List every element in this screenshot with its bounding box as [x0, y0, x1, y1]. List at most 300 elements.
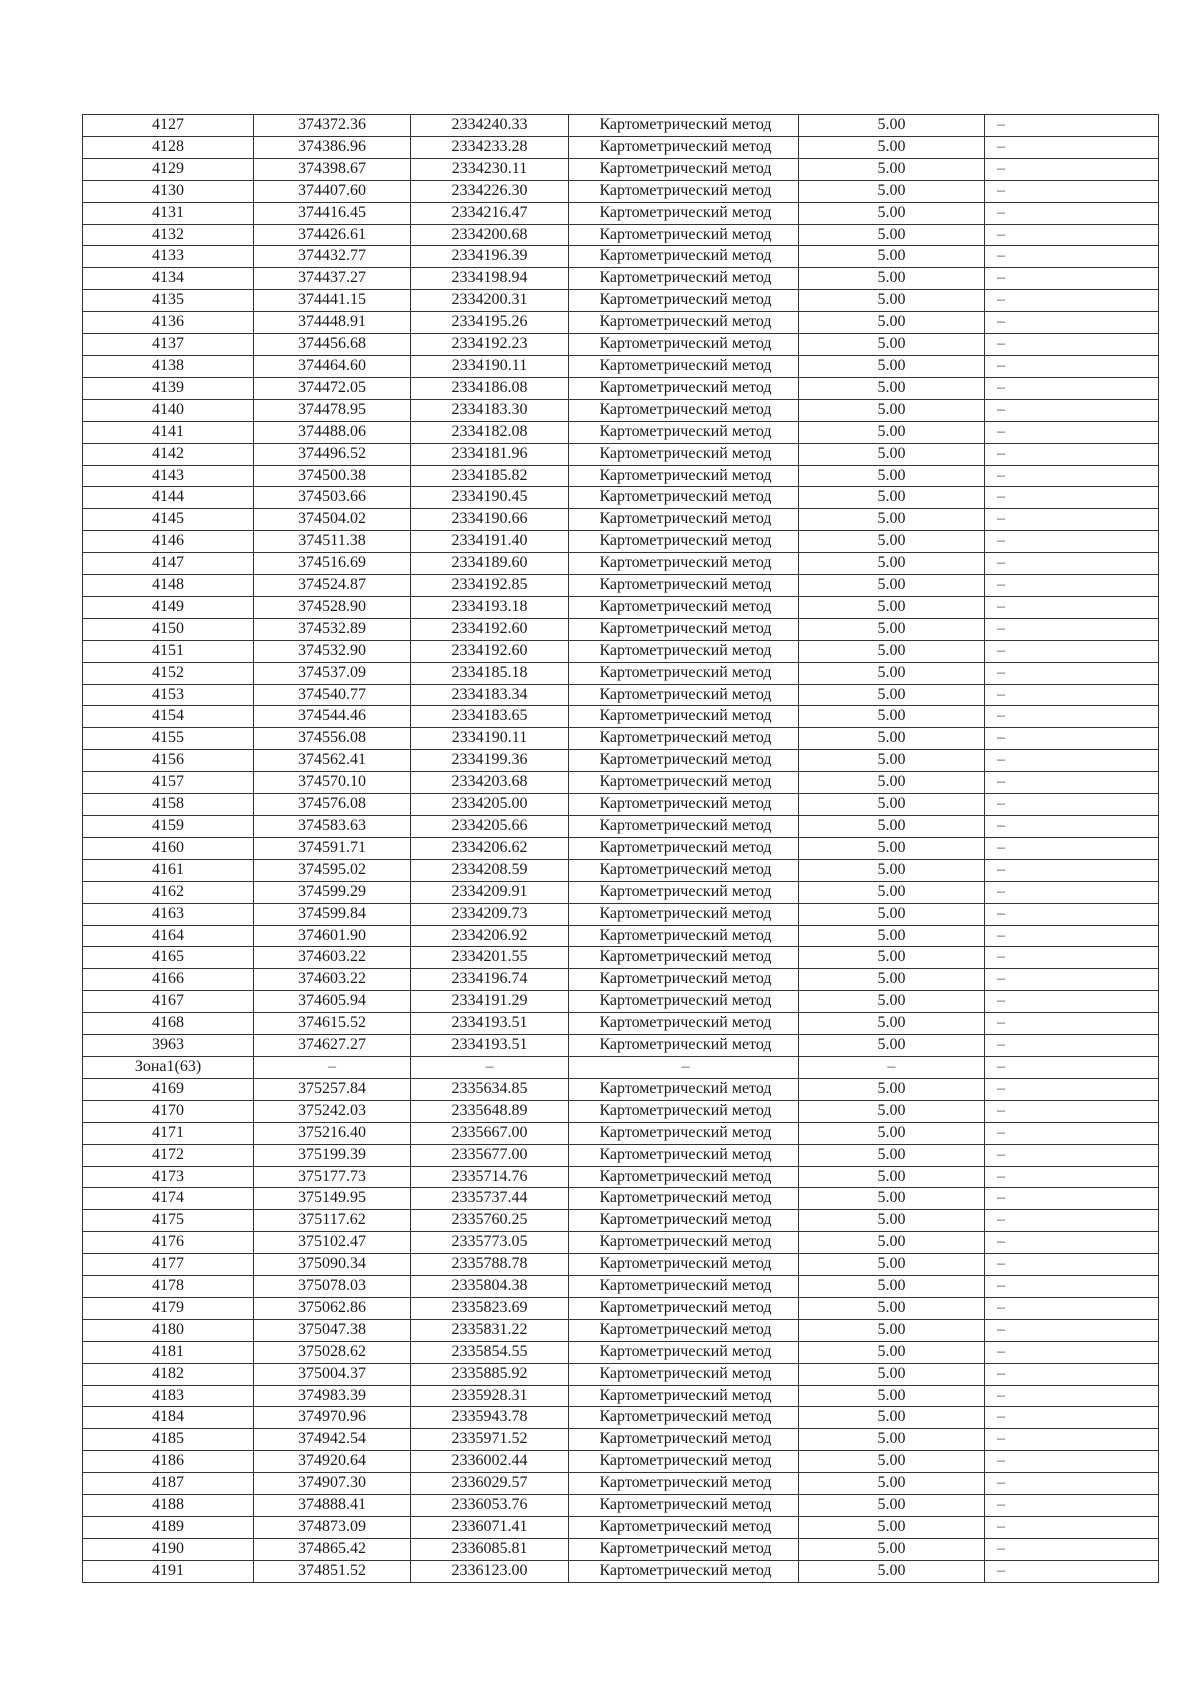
point-number-cell: 4178: [83, 1276, 254, 1298]
description-cell: –: [985, 772, 1159, 794]
point-number-cell: 4173: [83, 1166, 254, 1188]
x-coordinate-cell: 374570.10: [254, 772, 411, 794]
point-number-cell: 4158: [83, 794, 254, 816]
table-row: [83, 750, 1159, 772]
y-coordinate-cell: 2334185.18: [411, 662, 569, 684]
point-number-cell: 4140: [83, 399, 254, 421]
y-coordinate-cell: 2334183.30: [411, 399, 569, 421]
table-row: [83, 399, 1159, 421]
table-row: [83, 837, 1159, 859]
y-coordinate-cell: 2334200.31: [411, 290, 569, 312]
method-cell: Картометрический метод: [569, 1495, 799, 1517]
description-cell: –: [985, 268, 1159, 290]
y-coordinate-cell: 2335788.78: [411, 1254, 569, 1276]
y-coordinate-cell: 2335854.55: [411, 1341, 569, 1363]
description-cell: –: [985, 312, 1159, 334]
table-row: [83, 465, 1159, 487]
table-body: [83, 115, 1159, 1583]
point-number-cell: 4179: [83, 1297, 254, 1319]
x-coordinate-cell: 374398.67: [254, 158, 411, 180]
description-cell: –: [985, 334, 1159, 356]
x-coordinate-cell: 374615.52: [254, 1013, 411, 1035]
x-coordinate-cell: 374537.09: [254, 662, 411, 684]
y-coordinate-cell: 2336123.00: [411, 1560, 569, 1582]
x-coordinate-cell: 374437.27: [254, 268, 411, 290]
y-coordinate-cell: 2334195.26: [411, 312, 569, 334]
y-coordinate-cell: 2335677.00: [411, 1144, 569, 1166]
x-coordinate-cell: 374504.02: [254, 509, 411, 531]
x-coordinate-cell: 375102.47: [254, 1232, 411, 1254]
description-cell: –: [985, 1188, 1159, 1210]
y-coordinate-cell: 2334205.00: [411, 794, 569, 816]
y-coordinate-cell: 2334193.51: [411, 1035, 569, 1057]
accuracy-cell: 5.00: [799, 1407, 985, 1429]
accuracy-cell: 5.00: [799, 1517, 985, 1539]
y-coordinate-cell: 2336029.57: [411, 1473, 569, 1495]
y-coordinate-cell: 2334193.18: [411, 596, 569, 618]
description-cell: –: [985, 1035, 1159, 1057]
y-coordinate-cell: 2334198.94: [411, 268, 569, 290]
accuracy-cell: 5.00: [799, 1122, 985, 1144]
description-cell: –: [985, 1363, 1159, 1385]
point-number-cell: 4152: [83, 662, 254, 684]
y-coordinate-cell: 2335885.92: [411, 1363, 569, 1385]
y-coordinate-cell: 2334206.92: [411, 925, 569, 947]
accuracy-cell: 5.00: [799, 1144, 985, 1166]
table-row: [83, 706, 1159, 728]
table-row: [83, 1276, 1159, 1298]
description-cell: –: [985, 1254, 1159, 1276]
y-coordinate-cell: 2334240.33: [411, 115, 569, 137]
table-row: [83, 1385, 1159, 1407]
description-cell: –: [985, 224, 1159, 246]
description-cell: –: [985, 596, 1159, 618]
table-row: [83, 728, 1159, 750]
table-row: [83, 859, 1159, 881]
x-coordinate-cell: 374873.09: [254, 1517, 411, 1539]
method-cell: Картометрический метод: [569, 881, 799, 903]
accuracy-cell: 5.00: [799, 1495, 985, 1517]
method-cell: Картометрический метод: [569, 684, 799, 706]
description-cell: –: [985, 816, 1159, 838]
accuracy-cell: 5.00: [799, 115, 985, 137]
accuracy-cell: 5.00: [799, 903, 985, 925]
description-cell: –: [985, 684, 1159, 706]
table-row: [83, 1166, 1159, 1188]
table-row: [83, 1144, 1159, 1166]
method-cell: Картометрический метод: [569, 837, 799, 859]
point-number-cell: 4165: [83, 947, 254, 969]
method-cell: Картометрический метод: [569, 399, 799, 421]
accuracy-cell: 5.00: [799, 1560, 985, 1582]
point-number-cell: 4169: [83, 1078, 254, 1100]
accuracy-cell: 5.00: [799, 1254, 985, 1276]
accuracy-cell: 5.00: [799, 531, 985, 553]
x-coordinate-cell: 374576.08: [254, 794, 411, 816]
accuracy-cell: 5.00: [799, 991, 985, 1013]
x-coordinate-cell: 374516.69: [254, 553, 411, 575]
point-number-cell: 4151: [83, 640, 254, 662]
table-row: [83, 355, 1159, 377]
point-number-cell: 4181: [83, 1341, 254, 1363]
method-cell: Картометрический метод: [569, 115, 799, 137]
y-coordinate-cell: 2334209.73: [411, 903, 569, 925]
method-cell: Картометрический метод: [569, 728, 799, 750]
description-cell: –: [985, 1297, 1159, 1319]
x-coordinate-cell: 375149.95: [254, 1188, 411, 1210]
x-coordinate-cell: 374865.42: [254, 1538, 411, 1560]
y-coordinate-cell: 2334196.74: [411, 969, 569, 991]
method-cell: Картометрический метод: [569, 1035, 799, 1057]
accuracy-cell: 5.00: [799, 1035, 985, 1057]
point-number-cell: 4128: [83, 136, 254, 158]
y-coordinate-cell: 2334226.30: [411, 180, 569, 202]
accuracy-cell: 5.00: [799, 881, 985, 903]
accuracy-cell: 5.00: [799, 421, 985, 443]
table-row: [83, 1429, 1159, 1451]
x-coordinate-cell: 374907.30: [254, 1473, 411, 1495]
y-coordinate-cell: 2334192.85: [411, 575, 569, 597]
description-cell: –: [985, 794, 1159, 816]
description-cell: –: [985, 1232, 1159, 1254]
description-cell: –: [985, 1166, 1159, 1188]
point-number-cell: 4188: [83, 1495, 254, 1517]
y-coordinate-cell: 2334216.47: [411, 202, 569, 224]
description-cell: –: [985, 115, 1159, 137]
table-row: [83, 618, 1159, 640]
description-cell: –: [985, 575, 1159, 597]
y-coordinate-cell: 2334206.62: [411, 837, 569, 859]
x-coordinate-cell: 374386.96: [254, 136, 411, 158]
accuracy-cell: 5.00: [799, 224, 985, 246]
point-number-cell: 4127: [83, 115, 254, 137]
table-row: [83, 312, 1159, 334]
method-cell: Картометрический метод: [569, 246, 799, 268]
method-cell: Картометрический метод: [569, 1429, 799, 1451]
point-number-cell: 4170: [83, 1100, 254, 1122]
table-row: [83, 1122, 1159, 1144]
description-cell: –: [985, 1122, 1159, 1144]
x-coordinate-cell: 374601.90: [254, 925, 411, 947]
method-cell: Картометрический метод: [569, 1517, 799, 1539]
accuracy-cell: 5.00: [799, 1341, 985, 1363]
method-cell: Картометрический метод: [569, 334, 799, 356]
description-cell: –: [985, 881, 1159, 903]
accuracy-cell: 5.00: [799, 1363, 985, 1385]
y-coordinate-cell: 2334190.11: [411, 355, 569, 377]
point-number-cell: 4166: [83, 969, 254, 991]
table-row: [83, 1560, 1159, 1582]
accuracy-cell: 5.00: [799, 355, 985, 377]
x-coordinate-cell: 374595.02: [254, 859, 411, 881]
method-cell: Картометрический метод: [569, 1166, 799, 1188]
x-coordinate-cell: 375090.34: [254, 1254, 411, 1276]
accuracy-cell: 5.00: [799, 772, 985, 794]
description-cell: –: [985, 421, 1159, 443]
x-coordinate-cell: 374432.77: [254, 246, 411, 268]
method-cell: Картометрический метод: [569, 1100, 799, 1122]
accuracy-cell: 5.00: [799, 706, 985, 728]
y-coordinate-cell: 2334191.29: [411, 991, 569, 1013]
method-cell: Картометрический метод: [569, 465, 799, 487]
description-cell: –: [985, 728, 1159, 750]
x-coordinate-cell: 375177.73: [254, 1166, 411, 1188]
point-number-cell: 4134: [83, 268, 254, 290]
description-cell: –: [985, 399, 1159, 421]
point-number-cell: 4191: [83, 1560, 254, 1582]
method-cell: Картометрический метод: [569, 1013, 799, 1035]
accuracy-cell: 5.00: [799, 1319, 985, 1341]
accuracy-cell: 5.00: [799, 684, 985, 706]
description-cell: –: [985, 1473, 1159, 1495]
method-cell: Картометрический метод: [569, 202, 799, 224]
y-coordinate-cell: 2334183.65: [411, 706, 569, 728]
y-coordinate-cell: 2335667.00: [411, 1122, 569, 1144]
x-coordinate-cell: 374372.36: [254, 115, 411, 137]
method-cell: Картометрический метод: [569, 487, 799, 509]
description-cell: –: [985, 640, 1159, 662]
point-number-cell: 4164: [83, 925, 254, 947]
description-cell: –: [985, 246, 1159, 268]
description-cell: –: [985, 1538, 1159, 1560]
accuracy-cell: 5.00: [799, 947, 985, 969]
x-coordinate-cell: 374496.52: [254, 443, 411, 465]
accuracy-cell: 5.00: [799, 640, 985, 662]
accuracy-cell: 5.00: [799, 1188, 985, 1210]
point-number-cell: 4147: [83, 553, 254, 575]
x-coordinate-cell: 375004.37: [254, 1363, 411, 1385]
accuracy-cell: 5.00: [799, 246, 985, 268]
table-row: [83, 509, 1159, 531]
x-coordinate-cell: 375199.39: [254, 1144, 411, 1166]
point-number-cell: 4142: [83, 443, 254, 465]
table-row: [83, 1232, 1159, 1254]
table-row: [83, 377, 1159, 399]
accuracy-cell: 5.00: [799, 443, 985, 465]
description-cell: –: [985, 443, 1159, 465]
description-cell: –: [985, 1078, 1159, 1100]
method-cell: Картометрический метод: [569, 1254, 799, 1276]
accuracy-cell: 5.00: [799, 1013, 985, 1035]
point-number-cell: 4131: [83, 202, 254, 224]
table-row: [83, 290, 1159, 312]
point-number-cell: 4186: [83, 1451, 254, 1473]
point-number-cell: 4167: [83, 991, 254, 1013]
description-cell: –: [985, 925, 1159, 947]
point-number-cell: 4157: [83, 772, 254, 794]
method-cell: Картометрический метод: [569, 1188, 799, 1210]
accuracy-cell: 5.00: [799, 1429, 985, 1451]
accuracy-cell: 5.00: [799, 1078, 985, 1100]
point-number-cell: 4145: [83, 509, 254, 531]
accuracy-cell: 5.00: [799, 399, 985, 421]
y-coordinate-cell: 2335823.69: [411, 1297, 569, 1319]
x-coordinate-cell: 374488.06: [254, 421, 411, 443]
description-cell: –: [985, 1495, 1159, 1517]
x-coordinate-cell: –: [254, 1056, 411, 1078]
accuracy-cell: 5.00: [799, 180, 985, 202]
y-coordinate-cell: 2334186.08: [411, 377, 569, 399]
method-cell: Картометрический метод: [569, 377, 799, 399]
x-coordinate-cell: 374970.96: [254, 1407, 411, 1429]
table-row: [83, 1013, 1159, 1035]
accuracy-cell: 5.00: [799, 1538, 985, 1560]
accuracy-cell: 5.00: [799, 816, 985, 838]
table-row: [83, 1035, 1159, 1057]
x-coordinate-cell: 374851.52: [254, 1560, 411, 1582]
x-coordinate-cell: 374544.46: [254, 706, 411, 728]
method-cell: Картометрический метод: [569, 662, 799, 684]
x-coordinate-cell: 374605.94: [254, 991, 411, 1013]
method-cell: Картометрический метод: [569, 991, 799, 1013]
table-row: [83, 794, 1159, 816]
x-coordinate-cell: 374599.29: [254, 881, 411, 903]
y-coordinate-cell: 2335648.89: [411, 1100, 569, 1122]
accuracy-cell: 5.00: [799, 1166, 985, 1188]
y-coordinate-cell: 2336071.41: [411, 1517, 569, 1539]
description-cell: –: [985, 202, 1159, 224]
point-number-cell: 4159: [83, 816, 254, 838]
accuracy-cell: 5.00: [799, 136, 985, 158]
method-cell: Картометрический метод: [569, 509, 799, 531]
point-number-cell: 4189: [83, 1517, 254, 1539]
method-cell: Картометрический метод: [569, 1122, 799, 1144]
y-coordinate-cell: 2334182.08: [411, 421, 569, 443]
description-cell: –: [985, 180, 1159, 202]
accuracy-cell: 5.00: [799, 553, 985, 575]
table-row: [83, 1188, 1159, 1210]
description-cell: –: [985, 136, 1159, 158]
y-coordinate-cell: 2335943.78: [411, 1407, 569, 1429]
y-coordinate-cell: 2334208.59: [411, 859, 569, 881]
point-number-cell: 4183: [83, 1385, 254, 1407]
method-cell: Картометрический метод: [569, 618, 799, 640]
table-row: [83, 202, 1159, 224]
point-number-cell: 4160: [83, 837, 254, 859]
table-row: [83, 487, 1159, 509]
y-coordinate-cell: 2335760.25: [411, 1210, 569, 1232]
accuracy-cell: 5.00: [799, 1232, 985, 1254]
table-row: [83, 903, 1159, 925]
method-cell: Картометрический метод: [569, 224, 799, 246]
method-cell: Картометрический метод: [569, 575, 799, 597]
point-number-cell: 4148: [83, 575, 254, 597]
point-number-cell: 4143: [83, 465, 254, 487]
y-coordinate-cell: 2334200.68: [411, 224, 569, 246]
method-cell: Картометрический метод: [569, 1210, 799, 1232]
table-row: [83, 575, 1159, 597]
point-number-cell: 4146: [83, 531, 254, 553]
table-row: [83, 334, 1159, 356]
table-row: [83, 991, 1159, 1013]
method-cell: Картометрический метод: [569, 1538, 799, 1560]
point-number-cell: 4129: [83, 158, 254, 180]
description-cell: –: [985, 991, 1159, 1013]
x-coordinate-cell: 374532.89: [254, 618, 411, 640]
x-coordinate-cell: 374556.08: [254, 728, 411, 750]
accuracy-cell: 5.00: [799, 465, 985, 487]
point-number-cell: 4190: [83, 1538, 254, 1560]
method-cell: Картометрический метод: [569, 816, 799, 838]
y-coordinate-cell: 2336053.76: [411, 1495, 569, 1517]
description-cell: –: [985, 859, 1159, 881]
y-coordinate-cell: 2335804.38: [411, 1276, 569, 1298]
description-cell: –: [985, 1341, 1159, 1363]
accuracy-cell: 5.00: [799, 1100, 985, 1122]
x-coordinate-cell: 375257.84: [254, 1078, 411, 1100]
method-cell: Картометрический метод: [569, 290, 799, 312]
method-cell: Картометрический метод: [569, 794, 799, 816]
y-coordinate-cell: 2334199.36: [411, 750, 569, 772]
point-number-cell: 4135: [83, 290, 254, 312]
method-cell: Картометрический метод: [569, 1385, 799, 1407]
description-cell: –: [985, 1560, 1159, 1582]
y-coordinate-cell: 2334192.60: [411, 640, 569, 662]
y-coordinate-cell: 2336085.81: [411, 1538, 569, 1560]
accuracy-cell: 5.00: [799, 750, 985, 772]
point-number-cell: 4182: [83, 1363, 254, 1385]
x-coordinate-cell: 374456.68: [254, 334, 411, 356]
x-coordinate-cell: 374540.77: [254, 684, 411, 706]
description-cell: –: [985, 553, 1159, 575]
method-cell: Картометрический метод: [569, 903, 799, 925]
table-row: [83, 1319, 1159, 1341]
x-coordinate-cell: 375028.62: [254, 1341, 411, 1363]
point-number-cell: 4150: [83, 618, 254, 640]
x-coordinate-cell: 374416.45: [254, 202, 411, 224]
y-coordinate-cell: 2334201.55: [411, 947, 569, 969]
y-coordinate-cell: 2335714.76: [411, 1166, 569, 1188]
table-row: [83, 1297, 1159, 1319]
method-cell: Картометрический метод: [569, 158, 799, 180]
table-row: [83, 947, 1159, 969]
y-coordinate-cell: 2334230.11: [411, 158, 569, 180]
x-coordinate-cell: 374407.60: [254, 180, 411, 202]
table-row: [83, 881, 1159, 903]
description-cell: –: [985, 706, 1159, 728]
accuracy-cell: 5.00: [799, 662, 985, 684]
accuracy-cell: 5.00: [799, 575, 985, 597]
y-coordinate-cell: 2334203.68: [411, 772, 569, 794]
coordinates-table: [82, 114, 1159, 1583]
table-row: [83, 640, 1159, 662]
table-row: [83, 662, 1159, 684]
x-coordinate-cell: 374603.22: [254, 947, 411, 969]
table-row: [83, 246, 1159, 268]
table-row: [83, 421, 1159, 443]
description-cell: –: [985, 1429, 1159, 1451]
description-cell: –: [985, 662, 1159, 684]
x-coordinate-cell: 374448.91: [254, 312, 411, 334]
y-coordinate-cell: 2335737.44: [411, 1188, 569, 1210]
y-coordinate-cell: 2335634.85: [411, 1078, 569, 1100]
y-coordinate-cell: 2334193.51: [411, 1013, 569, 1035]
description-cell: –: [985, 377, 1159, 399]
table-row: [83, 1538, 1159, 1560]
table-row: [83, 1078, 1159, 1100]
table-row: [83, 531, 1159, 553]
accuracy-cell: 5.00: [799, 312, 985, 334]
point-number-cell: 4154: [83, 706, 254, 728]
table-row: [83, 772, 1159, 794]
point-number-cell: 4136: [83, 312, 254, 334]
accuracy-cell: 5.00: [799, 202, 985, 224]
table-row: [83, 443, 1159, 465]
accuracy-cell: 5.00: [799, 158, 985, 180]
y-coordinate-cell: 2335928.31: [411, 1385, 569, 1407]
method-cell: Картометрический метод: [569, 355, 799, 377]
point-number-cell: 4185: [83, 1429, 254, 1451]
